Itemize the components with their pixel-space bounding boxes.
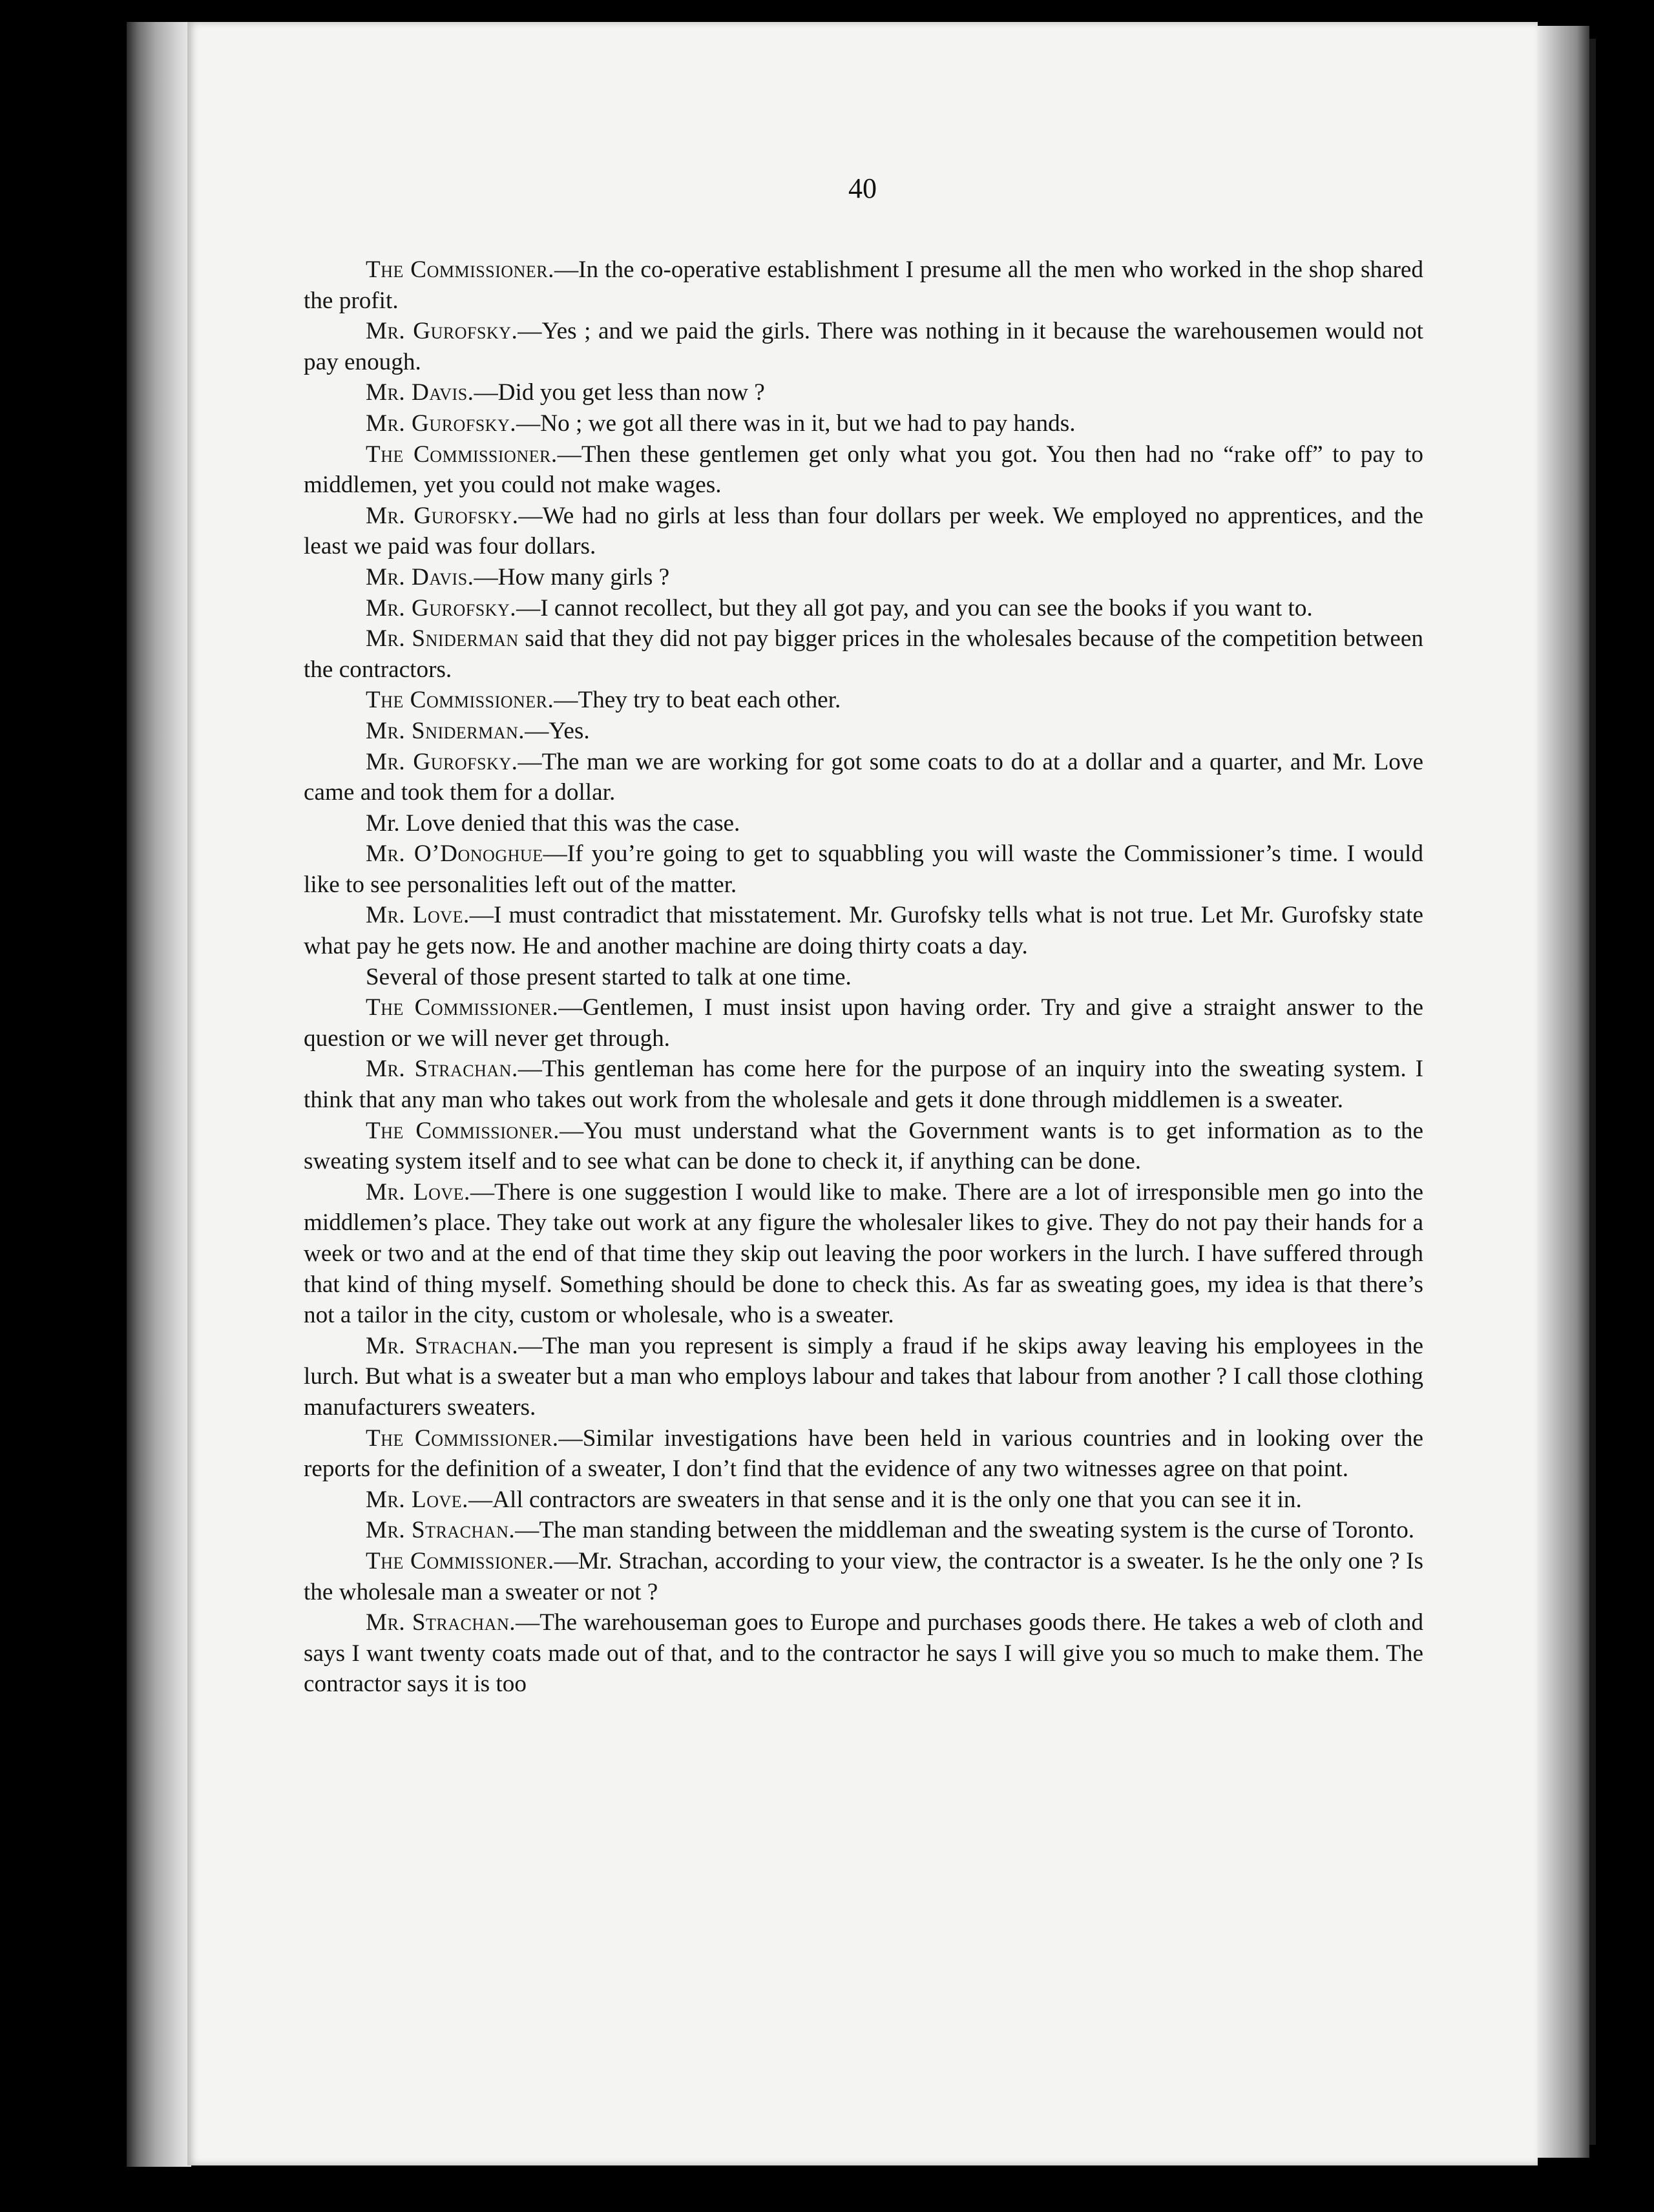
statement-text: —I must contradict that misstatement. Mr. Gurofsky tells what is not true. Let Mr. Gurofsky state what pay he gets now. He and another machine are doing thirty coats a day. xyxy=(304,902,1423,960)
statement-text: —This gentleman has come here for the purpose of an inquiry into the sweating system. I think that any man who takes out work from the wholesale and gets it done through middlemen is a sweater. xyxy=(304,1056,1424,1114)
speaker-name: The Commissioner. xyxy=(366,1424,559,1452)
speaker-name: Mr. Strachan. xyxy=(366,1056,518,1083)
speaker-name: Mr. Sniderman. xyxy=(366,717,525,744)
testimony-paragraph xyxy=(304,1423,1423,1485)
testimony-paragraph xyxy=(304,562,1423,593)
testimony-paragraph xyxy=(304,255,1423,316)
testimony-paragraph xyxy=(304,1331,1423,1423)
statement-text: —Then these gentlemen get only what you got. You then had no “rake off” to pay to middlemen, yet you could not make wages. xyxy=(304,441,1423,499)
page-number: 40 xyxy=(848,172,877,204)
testimony-paragraph xyxy=(304,623,1423,685)
testimony-paragraph xyxy=(304,716,1423,747)
speaker-name: Mr. Gurofsky. xyxy=(366,502,519,529)
statement-text: —The man we are working for got some coats to do at a dollar and a quarter, and Mr. Love came and took them for a dollar. xyxy=(304,748,1423,806)
statement-text: —Gentlemen, I must insist upon having order. Try and give a straight answer to the question or we will never get through. xyxy=(304,994,1423,1052)
speaker-name: Mr. Strachan. xyxy=(366,1609,516,1636)
statement-text: —They try to beat each other. xyxy=(554,687,841,714)
speaker-name: Mr. Love. xyxy=(366,1178,470,1205)
statement-text: Mr. Love denied that this was the case. xyxy=(366,809,740,837)
speaker-name: Mr. O’Donoghue xyxy=(366,840,543,868)
statement-text: —You must understand what the Government wants is to get information as to the sweating system itself and to see what can be done to check it, if anything can be done. xyxy=(304,1117,1424,1175)
statement-text: —The man standing between the middleman and the sweating system is the curse of Toronto. xyxy=(515,1517,1415,1544)
testimony-paragraph xyxy=(304,316,1423,377)
statement-text: —Did you get less than now ? xyxy=(474,379,765,406)
testimony-paragraph xyxy=(304,1116,1423,1177)
speaker-name: Mr. Davis. xyxy=(366,563,474,590)
testimony-paragraph xyxy=(304,377,1423,408)
page-stack-shadow xyxy=(1589,39,1596,2145)
speaker-name: Mr. Sniderman xyxy=(366,625,519,652)
speaker-name: Mr. Gurofsky. xyxy=(366,748,518,775)
statement-text: —The warehouseman goes to Europe and purchases goods there. He takes a web of cloth and says I want twenty coats made out of that, and to the contractor he says I will give you so much to make them. The contractor says it is too xyxy=(304,1609,1423,1698)
speaker-name: The Commissioner. xyxy=(366,1117,560,1144)
speaker-name: Mr. Davis. xyxy=(366,379,474,406)
speaker-name: Mr. Gurofsky. xyxy=(366,318,518,345)
testimony-paragraph xyxy=(304,992,1423,1054)
statement-text: —All contractors are sweaters in that sense and it is the only one that you can see it in. xyxy=(468,1486,1302,1513)
testimony-paragraph xyxy=(304,1054,1423,1115)
speaker-name: Mr. Love. xyxy=(366,902,470,929)
speaker-name: The Commissioner. xyxy=(366,1547,554,1574)
book-binding xyxy=(127,22,191,2167)
page-stack-edge xyxy=(1538,26,1589,2158)
testimony-paragraph xyxy=(304,1485,1423,1516)
testimony-paragraph xyxy=(304,962,1423,993)
speaker-name: The Commissioner. xyxy=(366,994,559,1021)
speaker-name: The Commissioner. xyxy=(366,441,558,468)
testimony-paragraph xyxy=(304,1607,1423,1700)
statement-text: —How many girls ? xyxy=(474,563,670,590)
testimony-paragraph xyxy=(304,593,1423,624)
testimony-paragraph xyxy=(304,1177,1423,1331)
statement-text: —In the co-operative establishment I presume all the men who worked in the shop shared the profit. xyxy=(304,256,1424,314)
statement-text: —I cannot recollect, but they all got pay, and you can see the books if you want to. xyxy=(516,594,1313,621)
statement-text: —Similar investigations have been held in various countries and in looking over the reports for the definition of a sweater, I don’t find that the evidence of any two witnesses agree on that point. xyxy=(304,1424,1423,1483)
speaker-name: Mr. Gurofsky. xyxy=(366,410,517,437)
testimony-paragraph xyxy=(304,685,1423,716)
testimony-paragraph xyxy=(304,1515,1423,1546)
statement-text: —No ; we got all there was in it, but we had to pay hands. xyxy=(516,410,1076,437)
speaker-name: Mr. Strachan. xyxy=(366,1517,516,1544)
statement-text: said that they did not pay bigger prices in the wholesales because of the competition between the contractors. xyxy=(304,625,1423,683)
speaker-name: Mr. Gurofsky. xyxy=(366,594,517,621)
speaker-name: Mr. Strachan. xyxy=(366,1332,519,1359)
testimony-paragraph xyxy=(304,439,1423,501)
testimony-paragraph xyxy=(304,808,1423,839)
statement-text: —Yes ; and we paid the girls. There was nothing in it because the warehousemen would not pay enough. xyxy=(304,318,1423,375)
speaker-name: Mr. Love. xyxy=(366,1486,468,1513)
page-body xyxy=(304,255,1423,1700)
testimony-paragraph xyxy=(304,900,1423,961)
statement-text: —If you’re going to get to squabbling you will waste the Commissioner’s time. I would like to see personalities left out of the matter. xyxy=(304,840,1423,898)
speaker-name: The Commissioner. xyxy=(366,687,554,714)
testimony-paragraph xyxy=(304,1546,1423,1607)
testimony-paragraph xyxy=(304,839,1423,900)
book-page xyxy=(187,22,1538,2165)
testimony-paragraph xyxy=(304,408,1423,439)
statement-text: Several of those present started to talk at one time. xyxy=(366,963,852,990)
statement-text: —The man you represent is simply a fraud if he skips away leaving his employees in the lurch. But what is a sweater but a man who employs labour and takes that labour from another ? I call those clothing manufacturers sweaters. xyxy=(304,1332,1423,1421)
speaker-name: The Commissioner. xyxy=(366,256,554,283)
testimony-paragraph xyxy=(304,501,1423,562)
statement-text: —There is one suggestion I would like to make. There are a lot of irresponsible men go into the middlemen’s place. They take out work at any figure the wholesaler likes to give. They do not pay their hands for a week or two and at the end of that time they skip out leaving the poor workers in the lurch. I have suffered through that kind of thing myself. Something should be done to check this. As far as sweating goes, my idea is that there’s not a tailor in the city, custom or wholesale, who is a sweater. xyxy=(304,1178,1423,1329)
statement-text: —Mr. Strachan, according to your view, the contractor is a sweater. Is he the only one ? Is the wholesale man a sweater or not ? xyxy=(304,1547,1423,1605)
testimony-paragraph xyxy=(304,747,1423,808)
statement-text: —Yes. xyxy=(525,717,590,744)
statement-text: —We had no girls at less than four dollars per week. We employed no apprentices, and the least we paid was four dollars. xyxy=(304,502,1424,560)
